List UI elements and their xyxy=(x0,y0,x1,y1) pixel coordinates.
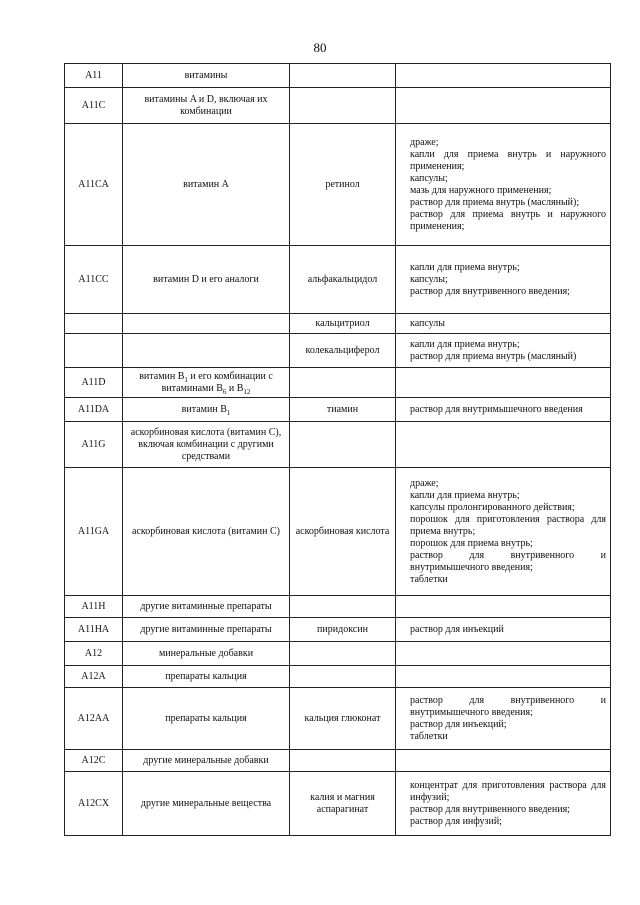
group-cell: аскорбиновая кислота (витамин С), включая комбинации с другими средствами xyxy=(123,422,290,468)
dosage-forms-cell xyxy=(396,750,611,772)
atc-code-cell: A11D xyxy=(65,368,123,398)
atc-table xyxy=(64,63,611,836)
dosage-forms-cell xyxy=(396,398,611,422)
substance-cell: альфакальцидол xyxy=(290,246,396,314)
dosage-form-item: раствор для приема внутрь (масляный) xyxy=(410,350,577,362)
dosage-forms-cell xyxy=(396,124,611,246)
atc-code-cell: A11GA xyxy=(65,468,123,596)
atc-code-cell: A12A xyxy=(65,666,123,688)
group-cell: другие минеральные добавки xyxy=(123,750,290,772)
group-cell: витамины xyxy=(123,64,290,88)
substance-cell xyxy=(290,666,396,688)
dosage-form-item: раствор для внутривенного введения; xyxy=(410,803,570,815)
substance-cell xyxy=(290,750,396,772)
dosage-forms-cell xyxy=(396,596,611,618)
table-row xyxy=(65,398,611,422)
substance-cell xyxy=(290,596,396,618)
dosage-form-item: раствор для внутривенного введения; xyxy=(410,285,570,297)
atc-code-cell: A11DA xyxy=(65,398,123,422)
substance-cell: пиридоксин xyxy=(290,618,396,642)
dosage-forms-cell xyxy=(396,246,611,314)
group-cell: препараты кальция xyxy=(123,666,290,688)
dosage-form-item: капсулы пролонгированного действия; xyxy=(410,501,575,513)
dosage-forms-cell xyxy=(396,468,611,596)
dosage-form-item: раствор для инфузий; xyxy=(410,815,502,827)
dosage-form-item: драже; xyxy=(410,136,439,148)
dosage-forms-cell xyxy=(396,88,611,124)
substance-cell: кальция глюконат xyxy=(290,688,396,750)
dosage-form-item: порошок для приготовления раствора для приема внутрь; xyxy=(410,513,606,537)
dosage-form-item: раствор для инъекций xyxy=(410,623,504,635)
dosage-form-item: капли для приема внутрь; xyxy=(410,261,520,273)
table-row xyxy=(65,246,611,314)
substance-cell xyxy=(290,368,396,398)
table-row xyxy=(65,368,611,398)
atc-table-body xyxy=(65,64,611,836)
dosage-form-item: порошок для приема внутрь; xyxy=(410,537,533,549)
substance-cell: колекальциферол xyxy=(290,334,396,368)
dosage-forms-cell xyxy=(396,772,611,836)
substance-cell xyxy=(290,422,396,468)
group-cell: минеральные добавки xyxy=(123,642,290,666)
group-cell: витамины A и D, включая их комбинации xyxy=(123,88,290,124)
substance-cell: тиамин xyxy=(290,398,396,422)
dosage-form-item: капсулы; xyxy=(410,273,448,285)
dosage-forms-cell xyxy=(396,666,611,688)
dosage-forms-cell xyxy=(396,64,611,88)
dosage-form-item: раствор для приема внутрь и наружного применения; xyxy=(410,208,606,232)
table-row xyxy=(65,750,611,772)
dosage-forms-cell xyxy=(396,314,611,334)
dosage-form-item: раствор для инъекций; xyxy=(410,718,507,730)
substance-cell xyxy=(290,88,396,124)
table-row xyxy=(65,314,611,334)
dosage-form-item: раствор для внутривенного и внутримышечного введения; xyxy=(410,549,606,573)
atc-code-cell: A12CX xyxy=(65,772,123,836)
dosage-form-item: капсулы xyxy=(410,317,445,329)
table-row xyxy=(65,64,611,88)
table-row xyxy=(65,666,611,688)
substance-cell xyxy=(290,642,396,666)
group-cell: аскорбиновая кислота (витамин С) xyxy=(123,468,290,596)
substance-cell: калия и магния аспарагинат xyxy=(290,772,396,836)
substance-cell xyxy=(290,64,396,88)
atc-code-cell xyxy=(65,314,123,334)
page-number: 80 xyxy=(313,40,327,55)
group-cell: другие витаминные препараты xyxy=(123,618,290,642)
dosage-forms-cell xyxy=(396,642,611,666)
atc-code-cell: A12AA xyxy=(65,688,123,750)
dosage-form-item: раствор для приема внутрь (масляный); xyxy=(410,196,580,208)
dosage-form-item: капли для приема внутрь и наружного применения; xyxy=(410,148,606,172)
group-cell: витамин A xyxy=(123,124,290,246)
table-row xyxy=(65,124,611,246)
dosage-form-item: капли для приема внутрь; xyxy=(410,489,520,501)
group-cell xyxy=(123,314,290,334)
dosage-forms-cell xyxy=(396,368,611,398)
dosage-form-item: мазь для наружного применения; xyxy=(410,184,552,196)
table-row xyxy=(65,688,611,750)
dosage-form-item: капсулы; xyxy=(410,172,448,184)
table-row xyxy=(65,596,611,618)
atc-code-cell: A11G xyxy=(65,422,123,468)
atc-code-cell: A12 xyxy=(65,642,123,666)
table-row xyxy=(65,772,611,836)
atc-code-cell: A11 xyxy=(65,64,123,88)
table-row xyxy=(65,642,611,666)
dosage-forms-cell xyxy=(396,618,611,642)
group-cell: витамин D и его аналоги xyxy=(123,246,290,314)
table-row xyxy=(65,334,611,368)
dosage-form-item: раствор для внутримышечного введения xyxy=(410,403,583,415)
dosage-form-item: концентрат для приготовления раствора для инфузий; xyxy=(410,779,606,803)
dosage-form-item: капли для приема внутрь; xyxy=(410,338,520,350)
dosage-form-item: таблетки xyxy=(410,730,448,742)
table-row xyxy=(65,468,611,596)
substance-cell: аскорбиновая кислота xyxy=(290,468,396,596)
atc-code-cell: A11CC xyxy=(65,246,123,314)
table-row xyxy=(65,422,611,468)
dosage-forms-cell xyxy=(396,688,611,750)
dosage-forms-cell xyxy=(396,422,611,468)
dosage-forms-cell xyxy=(396,334,611,368)
atc-code-cell: A11HA xyxy=(65,618,123,642)
table-row xyxy=(65,618,611,642)
substance-cell: ретинол xyxy=(290,124,396,246)
substance-cell: кальцитриол xyxy=(290,314,396,334)
atc-code-cell: A11C xyxy=(65,88,123,124)
group-cell: другие витаминные препараты xyxy=(123,596,290,618)
group-cell: витамин $B_1$ xyxy=(123,398,290,422)
atc-code-cell xyxy=(65,334,123,368)
group-cell: другие минеральные вещества xyxy=(123,772,290,836)
atc-code-cell: A11H xyxy=(65,596,123,618)
atc-code-cell: A11CA xyxy=(65,124,123,246)
atc-code-cell: A12C xyxy=(65,750,123,772)
table-row xyxy=(65,88,611,124)
group-cell: витамин $B_1$ и его комбинации с витаминами $B_6$ и $B_{12}$ xyxy=(123,368,290,398)
group-cell xyxy=(123,334,290,368)
dosage-form-item: таблетки xyxy=(410,573,448,585)
dosage-form-item: драже; xyxy=(410,477,439,489)
group-cell: препараты кальция xyxy=(123,688,290,750)
dosage-form-item: раствор для внутривенного и внутримышечного введения; xyxy=(410,694,606,718)
